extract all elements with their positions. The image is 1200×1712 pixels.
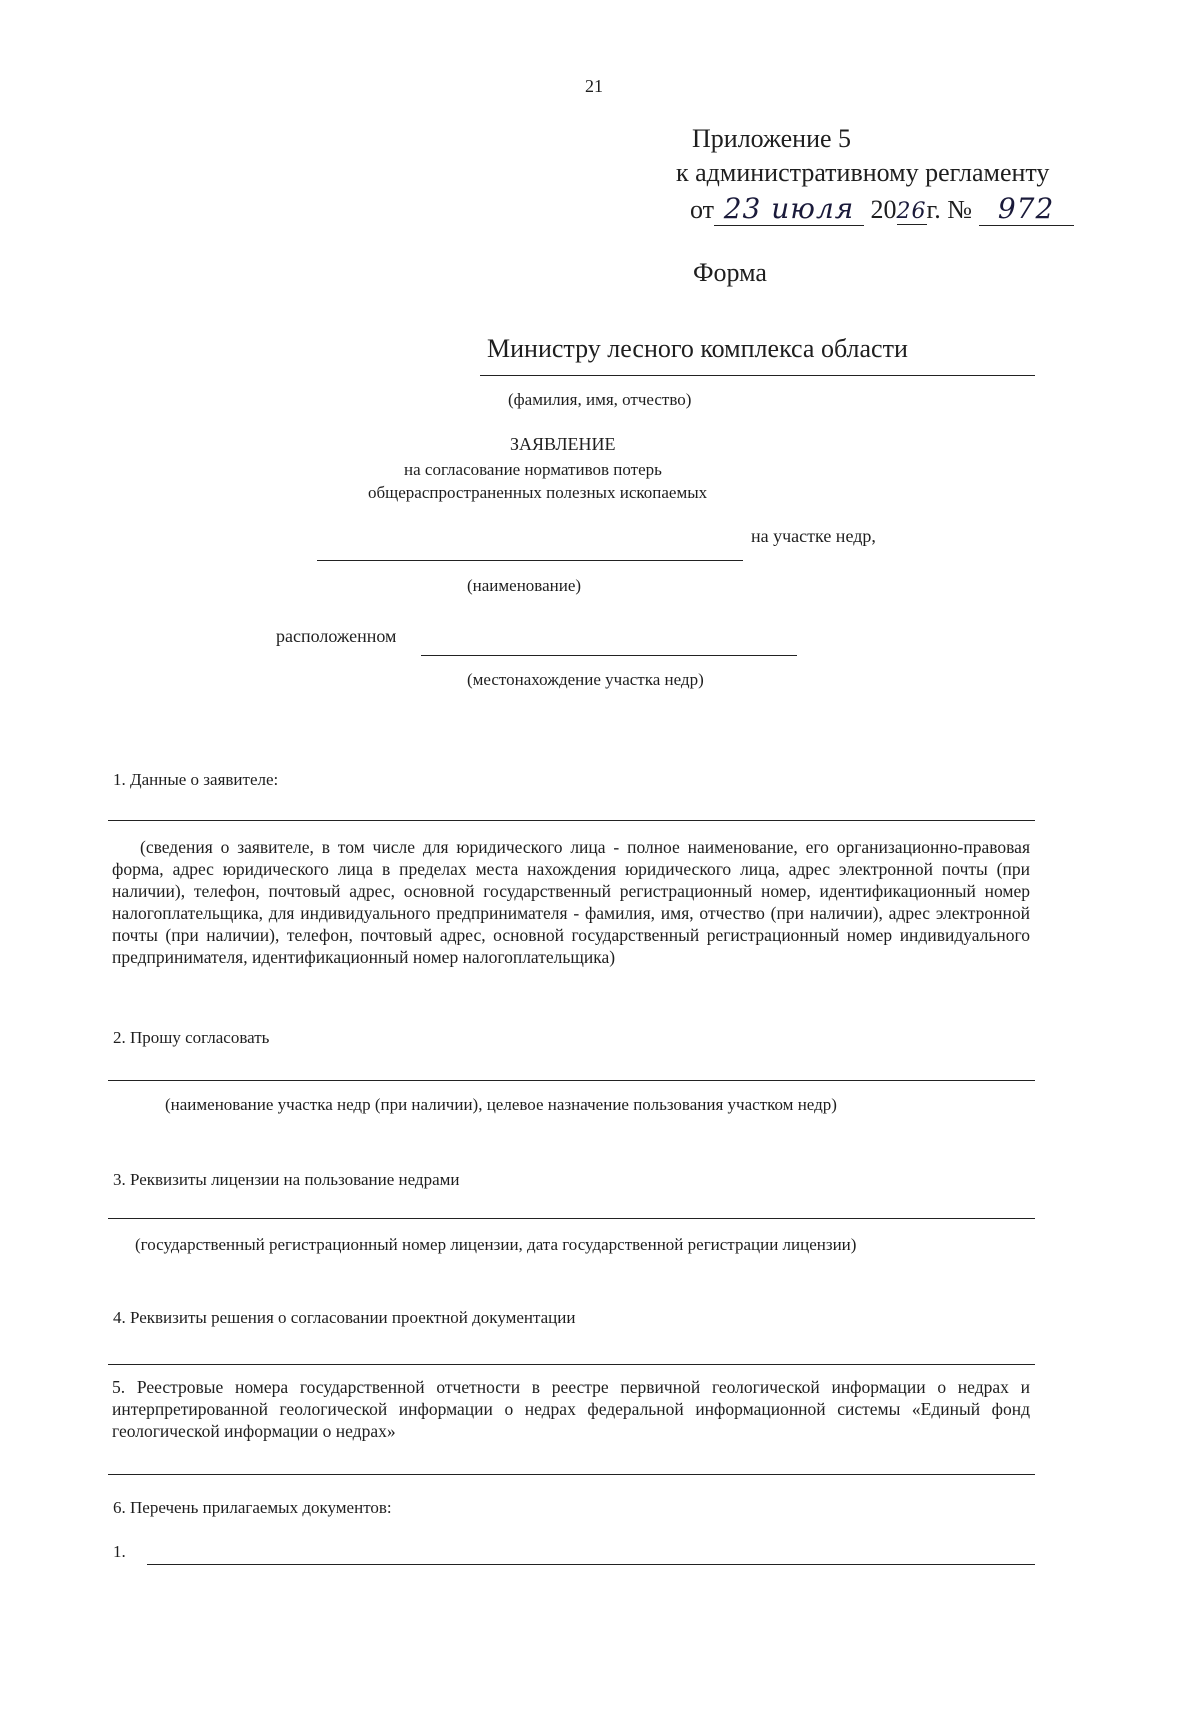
addressee-text: Министру лесного комплекса области <box>487 334 908 363</box>
handwritten-date: 23 июля <box>714 192 864 226</box>
site-name-line <box>317 560 743 561</box>
section-1-caption: (сведения о заявителе, в том числе для юридического лица - полное наименование, его организационно-правовая форма, адрес юридического лица в пределах места нахождения юридического лица, адрес электронной почты (при наличии), телефон, почтовый адрес, основной государственный регистрационный номер, идентификационный номер налогоплательщика, для индивидуального предпринимателя - фамилия, имя, отчество (при наличии), адрес электронной почты (при наличии), телефон, почтовый адрес, основной государственный регистрационный номер индивидуального предпринимателя, идентификационный номер налогоплательщика) <box>112 837 1030 967</box>
addressee-caption: (фамилия, имя, отчество) <box>508 390 692 409</box>
document-title-line1: на согласование нормативов потерь <box>404 460 662 479</box>
section-1-line <box>108 820 1035 821</box>
year-prefix: 20 <box>870 195 897 224</box>
section-6-item-1-number: 1. <box>113 1542 126 1561</box>
location-caption: (местонахождение участка недр) <box>467 670 704 689</box>
section-3-caption: (государственный регистрационный номер лицензии, дата государственной регистрации лицензии) <box>135 1235 857 1254</box>
location-line <box>421 655 797 656</box>
document-title-line2: общераспространенных полезных ископаемых <box>368 483 708 502</box>
form-label: Форма <box>693 258 767 287</box>
page-number: 21 <box>585 76 603 96</box>
section-5-text: 5. Реестровые номера государственной отчетности в реестре первичной геологической информации о недрах и интерпретированной геологической информации о недрах федеральной информационной системы «Единый фонд геологической информации о недрах» <box>112 1377 1030 1441</box>
appendix-subtitle: к административному регламенту <box>676 158 1050 187</box>
date-prefix: от <box>690 195 715 224</box>
site-caption: (наименование) <box>467 576 582 595</box>
section-2-caption: (наименование участка недр (при наличии), целевое назначение пользования участком недр) <box>165 1095 837 1114</box>
location-label: расположенном <box>276 626 397 646</box>
section-2-label: 2. Прошу согласовать <box>113 1028 270 1047</box>
site-suffix: на участке недр, <box>751 526 876 546</box>
approval-date-line <box>690 192 1074 226</box>
year-tail: г. № <box>926 195 973 224</box>
section-6-label: 6. Перечень прилагаемых документов: <box>113 1498 392 1517</box>
section-5-line <box>108 1474 1035 1475</box>
document-title: ЗАЯВЛЕНИЕ <box>510 434 616 454</box>
section-1-label: 1. Данные о заявителе: <box>113 770 279 789</box>
section-2-line <box>108 1080 1035 1081</box>
section-3-line <box>108 1218 1035 1219</box>
handwritten-year: 26 <box>896 199 927 224</box>
handwritten-doc-number: 972 <box>979 192 1074 226</box>
section-4-line <box>108 1364 1035 1365</box>
section-6-item-1-line <box>147 1564 1035 1565</box>
section-3-label: 3. Реквизиты лицензии на пользование недрами <box>113 1170 460 1189</box>
section-4-label: 4. Реквизиты решения о согласовании проектной документации <box>113 1308 576 1327</box>
appendix-title: Приложение 5 <box>692 124 852 153</box>
addressee-line <box>480 375 1035 376</box>
